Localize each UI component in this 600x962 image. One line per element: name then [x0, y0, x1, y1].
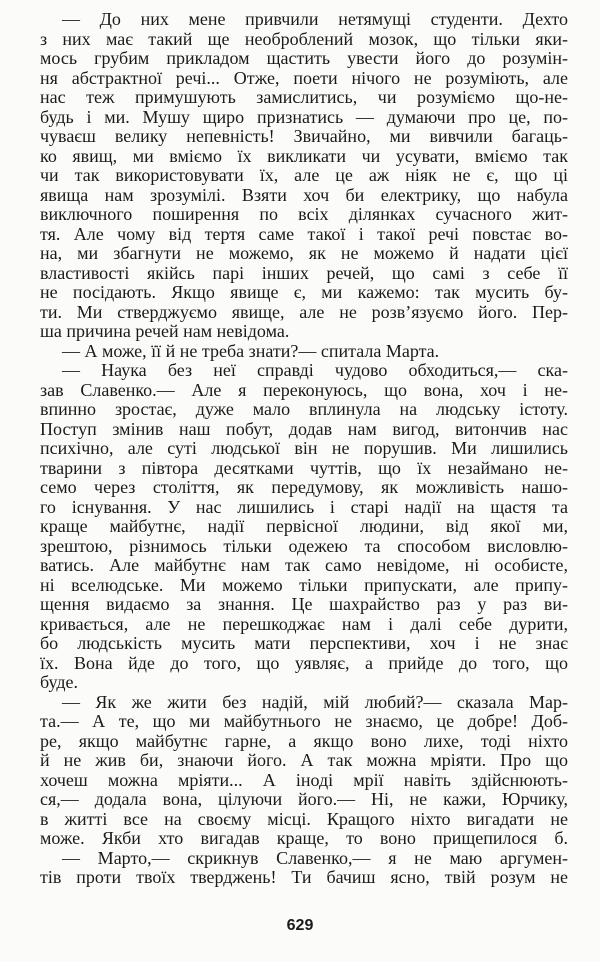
text-line: їх. Вона йде до того, що уявляє, а прийде до того, що — [40, 652, 568, 673]
text-line: ти. Ми стверджуємо явище, але не розв’язуємо його. Пер- — [40, 301, 568, 322]
text-line: — До них мене привчили нетямущі студенти. Дехто — [62, 9, 568, 29]
text-line: — Марто,— скрикнув Славенко,— я не маю аргумен- — [62, 847, 568, 868]
text-line: будь і ми. Мушу щиро признатись — думаючи про це, по- — [40, 106, 568, 127]
text-line: семо через століття, як передумову, як можливість нашо- — [40, 477, 568, 497]
text-line: на, ми збагнути не можемо, як не можемо й надати цієї — [40, 243, 568, 263]
text-line: ся,— додала вона, цілуючи його.— Ні, не кажи, Юрчику, — [40, 789, 568, 809]
text-line: в житті все на своєму місці. Кращого ніхто вигадати не — [40, 808, 568, 829]
text-line: зрештою, різнимось тільки одежею та способом висловлю- — [40, 535, 568, 556]
page-number: 629 — [286, 917, 314, 934]
text-line: з них має такий ще необроблений мозок, що тільки яки- — [40, 28, 568, 49]
text-line: впинно зростає, дуже мало вплинула на людську істоту. — [40, 399, 568, 419]
text-line: краще майбутнє, надії первісної людини, від якої ми, — [40, 516, 568, 536]
text-line: чуваєш велику непевність! Звичайно, ми вивчили багаць- — [40, 126, 568, 146]
text-line: — А може, її й не треба знати?— спитала Марта. — [62, 340, 440, 361]
text-line: ня абстрактної речі... Отже, поети нічого не розуміють, але — [40, 67, 568, 88]
text-line: буде. — [40, 672, 78, 692]
text-line: зав Славенко.— Але я переконуюсь, що вона, хоч і не- — [40, 379, 568, 400]
text-line: та.— А те, що ми майбутнього не знаємо, це добре! Доб- — [40, 711, 568, 731]
text-line: ні вселюдське. Ми можемо тільки припускати, але припу- — [40, 574, 568, 595]
text-line: ко явищ, ми вміємо їх викликати чи усувати, вміємо так — [40, 145, 568, 166]
text-line: ша причина речей нам невідома. — [40, 321, 290, 341]
text-line: властивості якійсь парі інших речей, що самі з себе її — [40, 262, 568, 283]
text-line: явища нам зрозумілі. Взяти хоч би електрику, що набула — [40, 184, 568, 205]
text-line: го існування. У нас лишились і старі надії на щастя та — [40, 496, 568, 517]
text-line: чи так використовувати їх, але це аж ніяк не є, що ці — [40, 165, 568, 185]
text-line: мось грубим прикладом щастить увести його до розумін- — [40, 48, 568, 68]
text-line: хочеш можна мріяти... А іноді мрії навіть здійснюють- — [40, 769, 568, 790]
text-line: нас теж примушують замислитись, чи розуміємо що-не- — [40, 87, 568, 107]
text-line: щення видаємо за знання. Це шахрайство раз у раз ви- — [40, 594, 568, 614]
text-line: тварини з півтора десятками чуттів, що їх незаймано не- — [40, 457, 568, 478]
text-line: може. Якби хто вигадав краще, то воно прищепилося б. — [40, 828, 568, 848]
body-text — [40, 10, 568, 888]
text-line: й не жив би, знаючи його. А так можна мріяти. Про що — [40, 750, 568, 770]
text-line: — Як же жити без надій, мій любий?— сказала Мар- — [62, 691, 568, 712]
text-line: не посідають. Якщо явище є, ми кажемо: так мусить бу- — [40, 282, 568, 302]
text-line: ватись. Але майбутнє нам так само невідоме, ні особисте, — [40, 555, 568, 575]
text-line: виключного поширення по всіх ділянках сучасного жит- — [40, 204, 568, 224]
text-line: ре, якщо майбутнє гарне, а якщо воно лихе, тоді ніхто — [40, 730, 568, 751]
text-line: психічно, але суті людської він не порушив. Ми лишились — [40, 438, 568, 458]
text-line: бо людськість мусить мати перспективи, хоч і не знає — [40, 633, 568, 653]
text-line: тів проти твоїх тверджень! Ти бачиш ясно, твій розум не — [40, 867, 568, 887]
text-line: тя. Але чому від тертя саме такої і такої речі повстає во- — [40, 223, 568, 244]
text-line: Поступ змінив наш побут, додав нам вигод, витончив нас — [40, 418, 568, 439]
text-line: кривається, але не перешкоджає нам і далі себе дурити, — [40, 613, 568, 634]
text-line: — Наука без неї справді чудово обходиться,— ска- — [62, 360, 568, 380]
